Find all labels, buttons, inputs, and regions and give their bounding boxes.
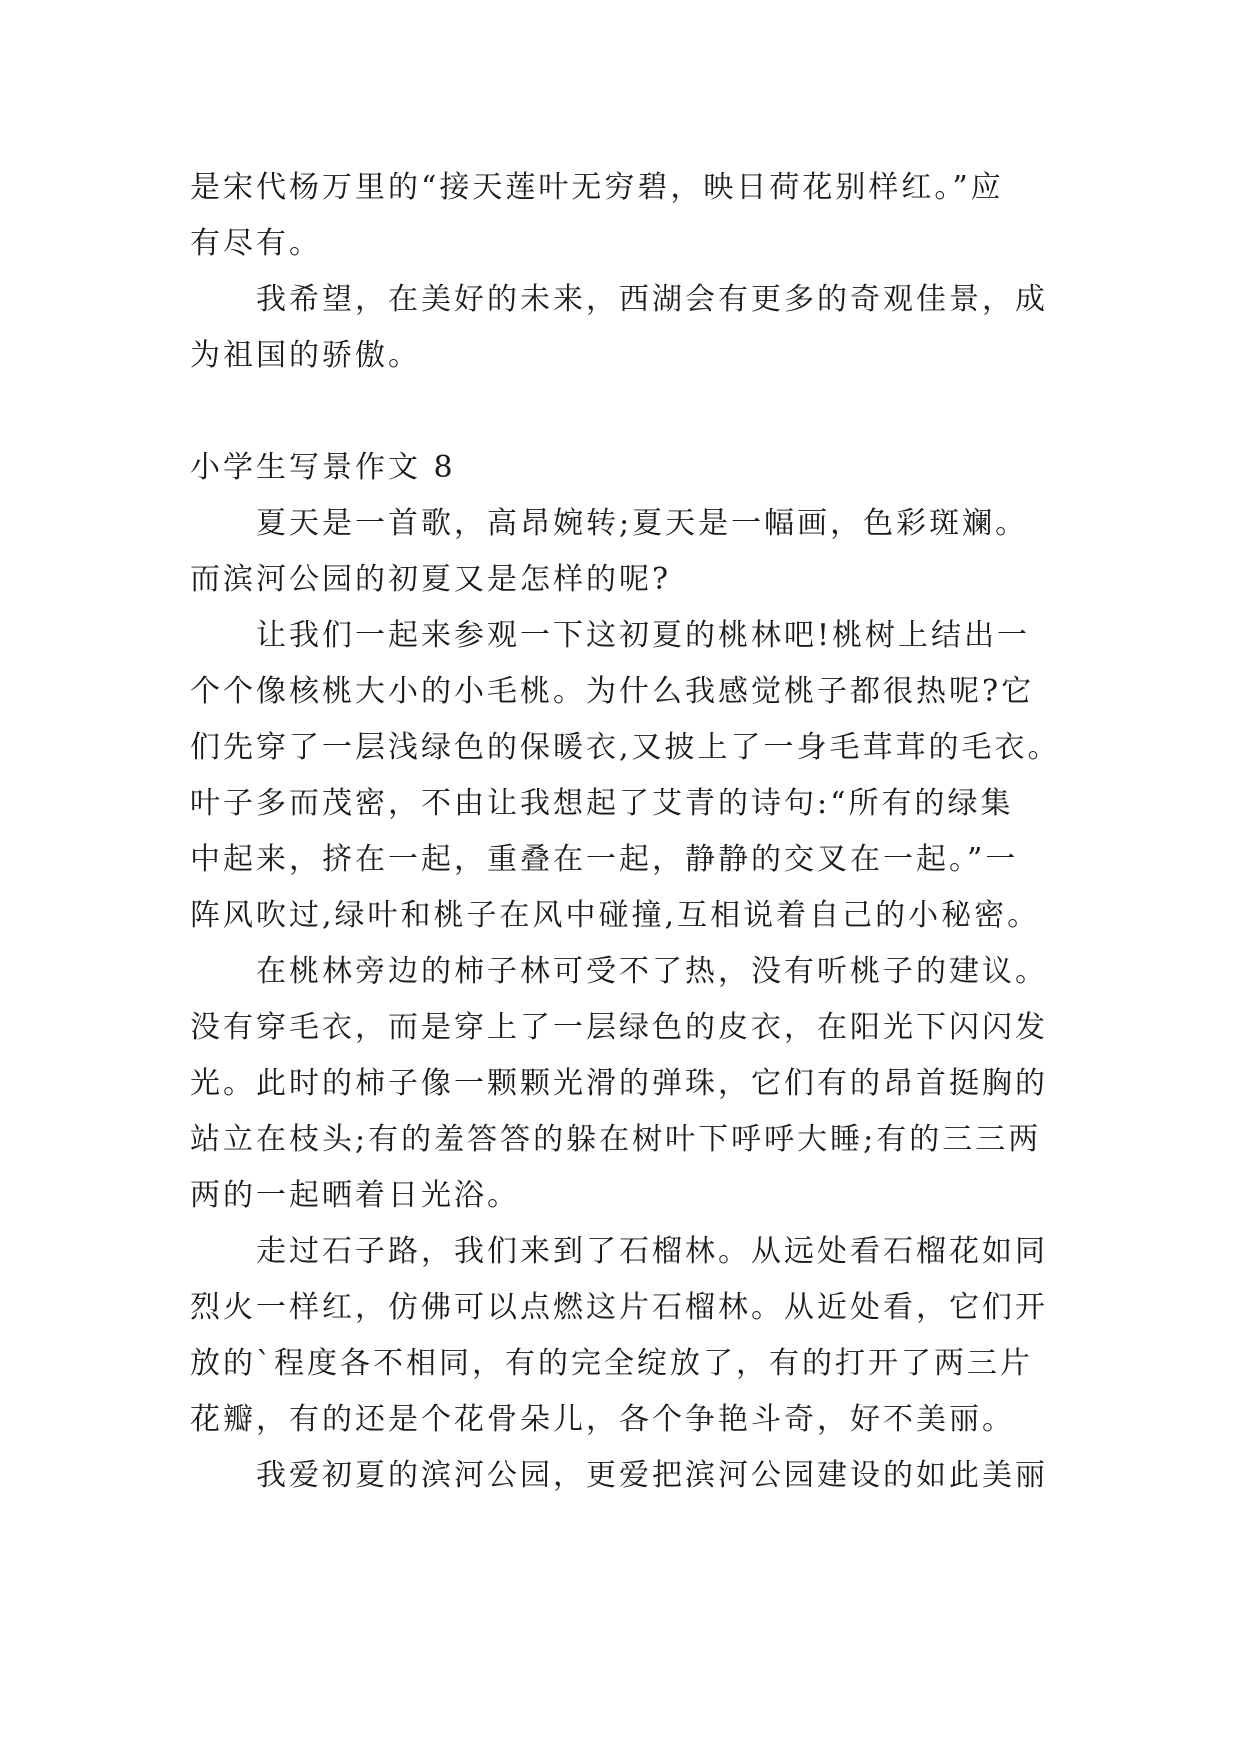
paragraph-line: 走过石子路，我们来到了石榴林。从远处看石榴花如同 — [256, 1234, 1048, 1269]
section-heading: 小学生写景作文 8 — [190, 450, 456, 485]
paragraph-line: 我爱初夏的滨河公园，更爱把滨河公园建设的如此美丽 — [256, 1458, 1048, 1493]
paragraph-line: 花瓣，有的还是个花骨朵儿，各个争艳斗奇，好不美丽。 — [190, 1402, 1015, 1437]
paragraph-line: 没有穿毛衣，而是穿上了一层绿色的皮衣，在阳光下闪闪发 — [190, 1010, 1048, 1045]
section-gap — [190, 384, 1070, 440]
paragraph-line: 站立在枝头;有的羞答答的躲在树叶下呼呼大睡;有的三三两 — [190, 1122, 1042, 1157]
paragraph-line: 我希望，在美好的未来，西湖会有更多的奇观佳景，成 — [256, 282, 1048, 317]
paragraph-line: 是宋代杨万里的“接天莲叶无穷碧，映日荷花别样红。”应 — [190, 170, 1004, 205]
paragraph-line: 个个像核桃大小的小毛桃。为什么我感觉桃子都很热呢?它 — [190, 674, 1035, 709]
paragraph-line: 而滨河公园的初夏又是怎样的呢? — [190, 562, 672, 597]
paragraph-line: 让我们一起来参观一下这初夏的桃林吧!桃树上结出一 — [256, 618, 1031, 653]
paragraph-line: 夏天是一首歌，高昂婉转;夏天是一幅画，色彩斑斓。 — [256, 506, 1029, 541]
document-page — [190, 160, 1070, 1504]
paragraph-line: 们先穿了一层浅绿色的保暖衣,又披上了一身毛茸茸的毛衣。 — [190, 730, 1061, 765]
paragraph-line: 在桃林旁边的柿子林可受不了热，没有听桃子的建议。 — [256, 954, 1048, 989]
paragraph-line: 为祖国的骄傲。 — [190, 338, 421, 373]
paragraph-line: 有尽有。 — [190, 226, 322, 261]
paragraph-line: 叶子多而茂密，不由让我想起了艾青的诗句:“所有的绿集 — [190, 786, 1014, 821]
paragraph-line: 光。此时的柿子像一颗颗光滑的弹珠，它们有的昂首挺胸的 — [190, 1066, 1048, 1101]
paragraph-line: 中起来，挤在一起，重叠在一起，静静的交叉在一起。”一 — [190, 842, 1019, 877]
paragraph-line: 两的一起晒着日光浴。 — [190, 1178, 520, 1213]
paragraph-line: 放的`程度各不相同，有的完全绽放了，有的打开了两三片 — [190, 1346, 1033, 1381]
paragraph-line: 阵风吹过,绿叶和桃子在风中碰撞,互相说着自己的小秘密。 — [190, 898, 1041, 933]
paragraph-line: 烈火一样红，仿佛可以点燃这片石榴林。从近处看，它们开 — [190, 1290, 1048, 1325]
